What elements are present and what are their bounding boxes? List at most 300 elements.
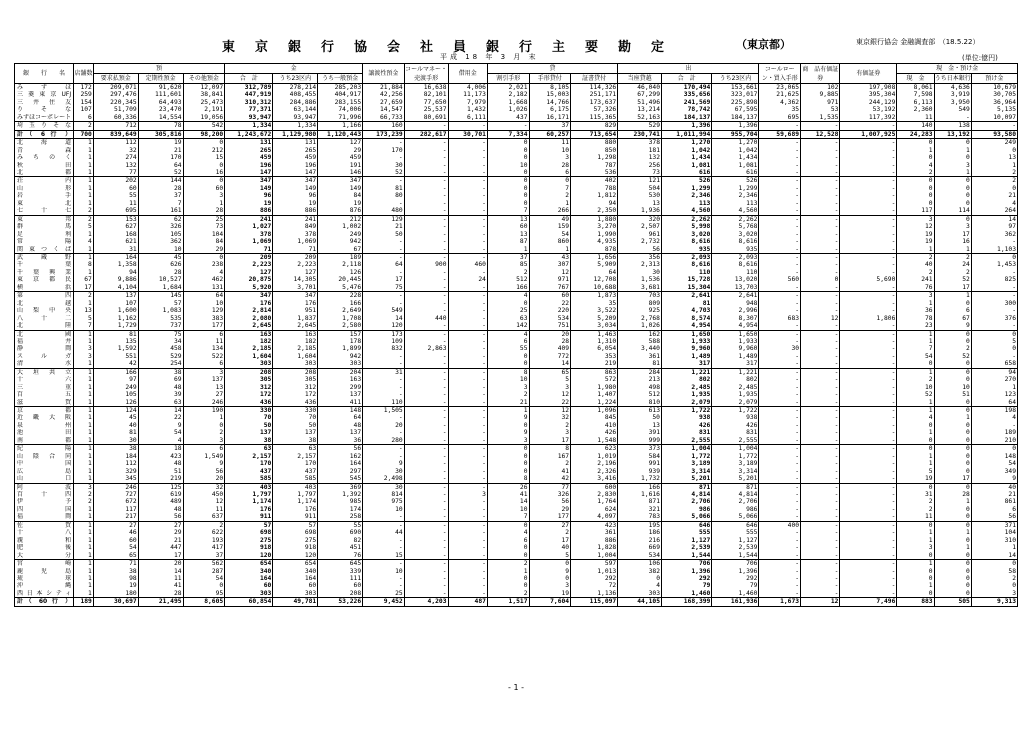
value-cell: 265 <box>225 147 273 154</box>
value-cell: 129 <box>183 307 225 314</box>
value-cell: - <box>971 238 1017 245</box>
value-cell: 20 <box>363 422 405 429</box>
value-cell: 1 <box>74 422 94 429</box>
value-cell: 35 <box>571 300 618 307</box>
bank-name-cell: 計（ 6 行 ） <box>15 130 74 138</box>
value-cell: 153 <box>93 215 138 223</box>
value-cell: 28 <box>138 269 183 276</box>
value-cell: - <box>448 238 487 245</box>
value-cell: 48 <box>318 422 363 429</box>
value-cell: 2 <box>529 422 571 429</box>
value-cell: - <box>801 307 840 314</box>
value-cell: 376 <box>971 315 1017 322</box>
value-cell: - <box>448 269 487 276</box>
value-cell: 2,185 <box>225 345 273 352</box>
table-row <box>15 544 1018 551</box>
value-cell: - <box>840 568 897 575</box>
value-cell: - <box>363 139 405 147</box>
value-cell: - <box>840 368 897 376</box>
value-cell: 1 <box>74 231 94 238</box>
value-cell: 0 <box>897 552 934 560</box>
table-row <box>15 91 1018 98</box>
bank-name-cell: 肥 後 <box>15 544 74 551</box>
value-cell: 30,701 <box>448 130 487 138</box>
value-cell: - <box>759 269 801 276</box>
value-cell: 13,192 <box>934 130 971 138</box>
value-cell: 0 <box>897 185 934 192</box>
value-cell: 356 <box>618 253 662 261</box>
value-cell: 2,706 <box>661 498 711 505</box>
value-cell: 238 <box>183 261 225 268</box>
value-cell: 43 <box>529 253 571 261</box>
value-cell: - <box>759 468 801 475</box>
value-cell: 1 <box>934 529 971 536</box>
value-cell: 1 <box>897 399 934 407</box>
value-cell: - <box>801 582 840 589</box>
value-cell: 1,432 <box>448 106 487 113</box>
value-cell: 96 <box>273 192 318 199</box>
value-cell: 0 <box>934 429 971 436</box>
value-cell: 56 <box>971 513 1017 521</box>
value-cell: 1,604 <box>225 353 273 360</box>
value-cell: 9 <box>363 460 405 467</box>
value-cell: 985 <box>318 498 363 505</box>
value-cell: 0 <box>897 568 934 575</box>
value-cell: 23,470 <box>138 106 183 113</box>
value-cell: 110 <box>712 269 759 276</box>
value-cell: 3 <box>971 590 1017 598</box>
value-cell: - <box>840 200 897 207</box>
value-cell: 184 <box>93 453 138 460</box>
value-cell: 0 <box>934 338 971 345</box>
value-cell: 4,104 <box>93 284 138 292</box>
value-cell: 1,002 <box>318 223 363 230</box>
value-cell: - <box>363 445 405 453</box>
value-cell: - <box>840 192 897 199</box>
value-cell: 98 <box>93 575 138 582</box>
value-cell: 584 <box>618 453 662 460</box>
value-cell: 0 <box>487 147 529 154</box>
value-cell: - <box>759 154 801 161</box>
table-row <box>15 84 1018 92</box>
value-cell: - <box>759 445 801 453</box>
value-cell: - <box>801 568 840 575</box>
value-cell: 5 <box>529 376 571 383</box>
value-cell: 522 <box>183 353 225 360</box>
value-cell: 91,620 <box>138 84 183 92</box>
value-cell: 624 <box>571 506 618 513</box>
value-cell: - <box>404 445 448 453</box>
value-cell: 58 <box>971 568 1017 575</box>
value-cell: - <box>363 246 405 254</box>
value-cell: 1,166 <box>318 122 363 130</box>
value-cell: 489 <box>138 498 183 505</box>
value-cell: - <box>404 368 448 376</box>
value-cell: 0 <box>487 544 529 551</box>
value-cell: 1,221 <box>712 368 759 376</box>
value-cell: 95 <box>183 590 225 598</box>
value-cell: 11 <box>138 575 183 582</box>
value-cell: 535 <box>138 315 183 322</box>
header-deposit-23wards: うち23区内 <box>273 74 318 84</box>
value-cell: 1 <box>74 429 94 436</box>
value-cell: 369 <box>318 483 363 491</box>
value-cell: 4 <box>74 238 94 245</box>
value-cell: 30 <box>363 483 405 491</box>
value-cell: 436 <box>225 399 273 407</box>
value-cell: 0 <box>487 353 529 360</box>
value-cell: 162 <box>618 330 662 338</box>
value-cell: 942 <box>318 238 363 245</box>
value-cell: 3,950 <box>934 99 971 106</box>
value-cell: 2,093 <box>712 253 759 261</box>
value-cell: - <box>801 360 840 368</box>
value-cell: - <box>404 330 448 338</box>
table-row <box>15 384 1018 391</box>
value-cell: 60,336 <box>93 114 138 122</box>
value-cell: 353 <box>571 353 618 360</box>
value-cell: 2,485 <box>661 384 711 391</box>
value-cell: 9,886 <box>93 276 138 283</box>
value-cell: - <box>801 192 840 199</box>
value-cell: 10,527 <box>138 276 183 283</box>
value-cell: 1,013 <box>571 568 618 575</box>
bank-name-cell: 池 田 <box>15 429 74 436</box>
value-cell: 1,396 <box>661 122 711 130</box>
value-cell: - <box>759 177 801 185</box>
value-cell: 2 <box>487 391 529 398</box>
value-cell: 275 <box>225 537 273 544</box>
value-cell: - <box>971 322 1017 330</box>
value-cell: 5,201 <box>712 475 759 483</box>
value-cell: - <box>759 437 801 445</box>
value-cell: 13,703 <box>712 284 759 292</box>
value-cell: 125 <box>138 483 183 491</box>
value-cell: 310 <box>971 537 1017 544</box>
value-cell: 0 <box>183 582 225 589</box>
value-cell: 127 <box>318 139 363 147</box>
value-cell: 3 <box>529 384 571 391</box>
value-cell: - <box>404 521 448 529</box>
value-cell: 167 <box>529 453 571 460</box>
value-cell: 278,214 <box>273 84 318 92</box>
value-cell: 669 <box>618 544 662 551</box>
value-cell: 219 <box>571 360 618 368</box>
value-cell: 1 <box>529 246 571 254</box>
value-cell: 12 <box>529 269 571 276</box>
value-cell: 51,709 <box>93 106 138 113</box>
value-cell: 50 <box>363 231 405 238</box>
value-cell: 737 <box>138 322 183 330</box>
value-cell: 220 <box>529 307 571 314</box>
value-cell: 1 <box>897 560 934 568</box>
value-cell: 460 <box>448 261 487 268</box>
value-cell: 562 <box>183 560 225 568</box>
value-cell: - <box>404 384 448 391</box>
value-cell: 658 <box>971 360 1017 368</box>
value-cell: 13,214 <box>618 106 662 113</box>
value-cell: 64 <box>138 162 183 169</box>
value-cell: 67,299 <box>618 91 662 98</box>
value-cell: 623 <box>571 445 618 453</box>
value-cell: - <box>840 269 897 276</box>
value-cell: 146 <box>318 169 363 177</box>
value-cell: 10 <box>934 384 971 391</box>
value-cell: 886 <box>225 207 273 215</box>
value-cell: 4,203 <box>404 598 448 606</box>
value-cell: 2,346 <box>661 192 711 199</box>
value-cell: - <box>801 353 840 360</box>
value-cell: 82 <box>318 537 363 544</box>
value-cell: - <box>404 147 448 154</box>
value-cell: 6 <box>971 506 1017 513</box>
value-cell: 202 <box>93 177 138 185</box>
table-row <box>15 284 1018 292</box>
bank-name-cell: 静 岡 <box>15 345 74 352</box>
value-cell: 971 <box>529 276 571 283</box>
value-cell: - <box>363 353 405 360</box>
table-row <box>15 269 1018 276</box>
value-cell: 123 <box>971 391 1017 398</box>
value-cell: 0 <box>897 575 934 582</box>
value-cell: 54 <box>897 353 934 360</box>
value-cell: 208 <box>318 590 363 598</box>
value-cell: - <box>971 284 1017 292</box>
value-cell: - <box>840 185 897 192</box>
value-cell: 197,908 <box>840 84 897 92</box>
page-number: - 1 - <box>508 683 524 692</box>
value-cell: 184,137 <box>712 114 759 122</box>
value-cell: 60 <box>273 582 318 589</box>
value-cell: 21,884 <box>363 84 405 92</box>
value-cell: 230,741 <box>618 130 662 138</box>
value-cell: 1 <box>74 407 94 415</box>
value-cell: 57 <box>138 300 183 307</box>
value-cell: 1,011,994 <box>661 130 711 138</box>
value-cell: 700 <box>74 130 94 138</box>
value-cell: 9 <box>971 475 1017 483</box>
value-cell: - <box>448 207 487 215</box>
value-cell: 378 <box>273 231 318 238</box>
value-cell: 131 <box>225 139 273 147</box>
value-cell: 0 <box>971 445 1017 453</box>
value-cell: 81 <box>93 330 138 338</box>
value-cell: 402 <box>571 177 618 185</box>
value-cell: - <box>801 300 840 307</box>
value-cell: 254 <box>138 360 183 368</box>
value-cell: 297 <box>318 468 363 475</box>
value-cell: 64 <box>971 399 1017 407</box>
value-cell: 383 <box>183 315 225 322</box>
value-cell: 7,496 <box>840 598 897 606</box>
value-cell: - <box>448 422 487 429</box>
value-cell: 113 <box>712 200 759 207</box>
header-securities: 有価証券 <box>840 64 897 84</box>
value-cell: 423 <box>571 521 618 529</box>
bank-name-cell: 福 岡 <box>15 513 74 521</box>
value-cell: 850 <box>571 147 618 154</box>
value-cell: - <box>363 360 405 368</box>
value-cell: 172 <box>225 391 273 398</box>
value-cell: - <box>404 177 448 185</box>
bank-name-cell: ス ル ガ <box>15 353 74 360</box>
value-cell: 3 <box>487 384 529 391</box>
value-cell: 64 <box>183 292 225 300</box>
value-cell: 2,641 <box>661 292 711 300</box>
value-cell: 1 <box>74 552 94 560</box>
value-cell: 25,473 <box>183 99 225 106</box>
value-cell: - <box>448 315 487 322</box>
value-cell: 3,020 <box>661 231 711 238</box>
value-cell: 814 <box>363 491 405 498</box>
value-cell: 40 <box>529 544 571 551</box>
value-cell: 19 <box>318 200 363 207</box>
table-row <box>15 139 1018 147</box>
value-cell: 303 <box>318 360 363 368</box>
value-cell: - <box>404 560 448 568</box>
value-cell: 73 <box>183 223 225 230</box>
table-row <box>15 582 1018 589</box>
table-total-row <box>15 130 1018 138</box>
table-row <box>15 552 1018 560</box>
table-row <box>15 537 1018 544</box>
value-cell: 1 <box>74 154 94 161</box>
value-cell: 1,224 <box>571 399 618 407</box>
value-cell: 16,171 <box>529 114 571 122</box>
value-cell: 849 <box>273 223 318 230</box>
value-cell: 41 <box>138 582 183 589</box>
value-cell: - <box>840 590 897 598</box>
value-cell: 259 <box>74 91 94 98</box>
value-cell: 140 <box>897 122 934 130</box>
value-cell: 190 <box>183 407 225 415</box>
bank-name-cell: 秋 田 <box>15 162 74 169</box>
value-cell: 14 <box>363 315 405 322</box>
value-cell: 129 <box>363 215 405 223</box>
value-cell: 11 <box>183 338 225 345</box>
value-cell: 27,659 <box>363 99 405 106</box>
value-cell: 1 <box>74 139 94 147</box>
bank-name-cell: 紀 陽 <box>15 445 74 453</box>
value-cell: 52 <box>934 353 971 360</box>
value-cell: 1 <box>897 537 934 544</box>
value-cell: - <box>404 506 448 513</box>
value-cell: - <box>448 399 487 407</box>
value-cell: 572 <box>571 376 618 383</box>
value-cell: - <box>404 582 448 589</box>
value-cell: - <box>759 582 801 589</box>
value-cell: 1 <box>74 391 94 398</box>
value-cell: 2 <box>897 506 934 513</box>
table-row <box>15 445 1018 453</box>
value-cell: 0 <box>934 568 971 575</box>
value-cell: 270 <box>971 376 1017 383</box>
value-cell: 305 <box>225 376 273 383</box>
table-row <box>15 429 1018 436</box>
value-cell: 256 <box>618 162 662 169</box>
value-cell: 4,006 <box>448 84 487 92</box>
value-cell: - <box>801 185 840 192</box>
value-cell: 3 <box>183 192 225 199</box>
value-cell: 1 <box>897 338 934 345</box>
value-cell: 111 <box>318 575 363 582</box>
value-cell: 14 <box>971 215 1017 223</box>
value-cell: 347 <box>225 292 273 300</box>
value-cell: 77 <box>93 169 138 177</box>
bank-name-cell: 十 六 <box>15 376 74 383</box>
value-cell: - <box>404 575 448 582</box>
value-cell: 60 <box>225 582 273 589</box>
value-cell: 2,079 <box>712 399 759 407</box>
bank-name-cell: 阿 波 <box>15 483 74 491</box>
value-cell: 5 <box>897 468 934 475</box>
value-cell: 15,003 <box>529 91 571 98</box>
value-cell: 4 <box>487 292 529 300</box>
table-row <box>15 246 1018 254</box>
value-cell: - <box>840 513 897 521</box>
value-cell: 2 <box>971 169 1017 177</box>
value-cell: 1,243,672 <box>225 130 273 138</box>
value-cell: 225,898 <box>712 99 759 106</box>
value-cell: 4,636 <box>934 84 971 92</box>
table-row <box>15 399 1018 407</box>
value-cell: 1 <box>897 407 934 415</box>
value-cell: 173,239 <box>363 130 405 138</box>
value-cell: 1 <box>74 544 94 551</box>
value-cell: - <box>363 544 405 551</box>
value-cell: 3,314 <box>712 468 759 475</box>
value-cell: - <box>840 575 897 582</box>
value-cell: 1,729 <box>93 322 138 330</box>
value-cell: 1,004 <box>712 445 759 453</box>
table-row <box>15 483 1018 491</box>
value-cell: - <box>448 537 487 544</box>
value-cell: 831 <box>661 429 711 436</box>
value-cell: 37 <box>529 122 571 130</box>
value-cell: 1,103 <box>971 246 1017 254</box>
value-cell: 19 <box>138 139 183 147</box>
bank-name-cell: 広 島 <box>15 468 74 475</box>
value-cell: 1,221 <box>661 368 711 376</box>
value-cell: 106 <box>618 560 662 568</box>
value-cell: 71 <box>225 246 273 254</box>
value-cell: - <box>404 483 448 491</box>
value-cell: 184,137 <box>661 114 711 122</box>
value-cell: 21 <box>138 537 183 544</box>
value-cell: 646 <box>712 521 759 529</box>
value-cell: 335,656 <box>661 91 711 98</box>
value-cell: - <box>404 360 448 368</box>
value-cell: 403 <box>273 483 318 491</box>
value-cell: - <box>759 192 801 199</box>
value-cell: 2 <box>934 269 971 276</box>
bank-name-cell: 計（ 60 行 ） <box>15 598 74 606</box>
value-cell: 24 <box>934 261 971 268</box>
value-cell: - <box>448 154 487 161</box>
value-cell: 26 <box>487 483 529 491</box>
value-cell: 177 <box>183 322 225 330</box>
value-cell: 65 <box>93 552 138 560</box>
value-cell: 645 <box>318 560 363 568</box>
value-cell: 19 <box>273 200 318 207</box>
value-cell: 39 <box>138 391 183 398</box>
report-date: 平成 18 年 3 月 末 <box>440 53 539 61</box>
value-cell: 142 <box>487 322 529 330</box>
value-cell: 11 <box>529 139 571 147</box>
value-cell: 70 <box>273 414 318 421</box>
value-cell: 0 <box>487 552 529 560</box>
value-cell: 67 <box>318 246 363 254</box>
